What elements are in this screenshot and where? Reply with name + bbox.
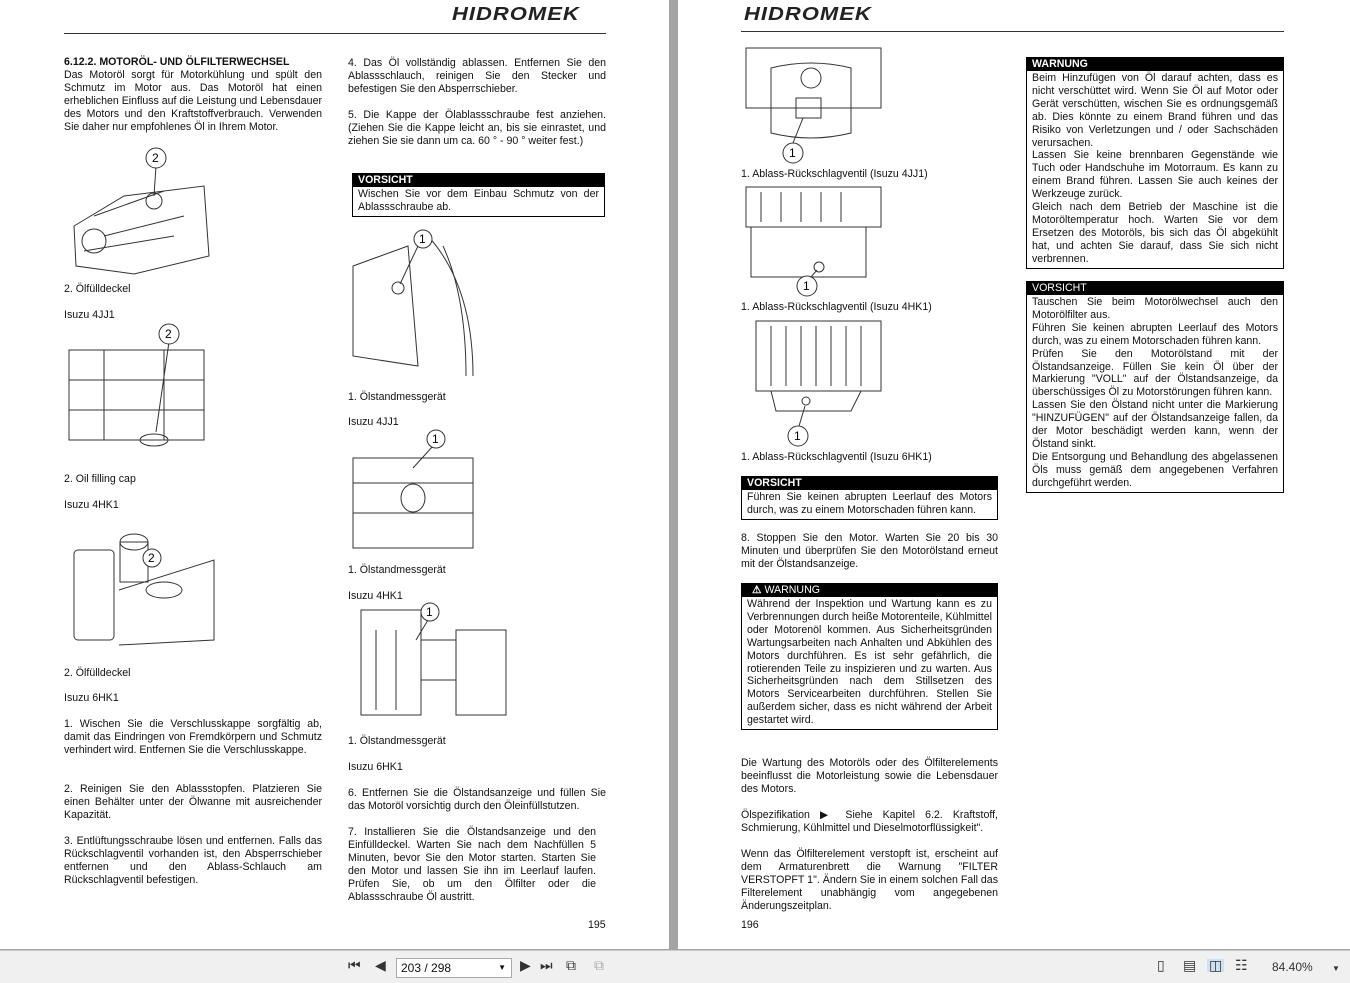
pdf-toolbar (0, 950, 1350, 983)
dipstick-figure-6hk1 (356, 600, 511, 720)
intro-paragraph: Das Motoröl sorgt für Motorkühlung und spült den Schmutz im Motor aus. Das Motoröl hat einen erheblichen Einfluss auf die Leistung und Lebensdauer des Motors und den Kraftstoffverbrauch. Verwenden Sie daher nur empfohlenes Öl in Ihrem Motor. (64, 69, 322, 133)
warning-text: Während der Inspektion und Wartung kann es zu Verbrennungen durch heiße Motorenteile, Kühlmittel oder Motorenöl kommen. Aus Sicherheitsgründen Wartungsarbeiten nach Anhalten und Abkühlen des Motors durchführen. Es ist sehr gefährlich, die rotierenden Teile zu inspizieren und zu warten. Aus Sicherheitsgründen nach dem Stillsetzen des Motors Servicearbeiten durchführen. Stellen Sie außerdem sicher, dass es nicht während der Arbeit gestartet wird. (747, 598, 992, 727)
figure-caption: 2. Ölfülldeckel (64, 667, 131, 679)
engine-figure-4hk1-fill-cap (64, 320, 212, 460)
svg-text:1: 1 (803, 279, 810, 293)
drain-valve-figure-6hk1 (741, 316, 886, 448)
step-1: 1. Wischen Sie die Verschlusskappe sorgfältig ab, damit das Eindringen von Fremdkörpern und Schmutz verhindert wird. Entfernen Sie die Verschlusskappe. (64, 718, 322, 756)
caution-title: VORSICHT (353, 174, 604, 187)
figure-model: Isuzu 4JJ1 (64, 309, 115, 321)
warning-box (1026, 57, 1284, 269)
step-7: 7. Installieren Sie die Ölstandsanzeige und den Einfülldeckel. Warten Sie nach dem Nachfüllen 5 Minuten, bevor Sie den Motor starten. Starten Sie den Motor und lassen Sie ihn im Leerlauf laufen. Prüfen Sie, ob um den Ölfilter oder die Ablassschraube Öl austritt. (348, 826, 596, 903)
figure-caption: 1. Ablass-Rückschlagventil (Isuzu 4HK1) (741, 301, 932, 313)
warning-title: WARNUNG (764, 584, 820, 596)
warning-triangle-icon: ⚠ (752, 584, 765, 596)
page-number: 196 (741, 919, 759, 931)
dipstick-figure-4jj1 (348, 226, 478, 376)
figure-caption: 2. Oil filling cap (64, 473, 136, 485)
pdf-page-196 (678, 0, 1350, 949)
facing-view-icon[interactable]: ◫ (1209, 957, 1223, 973)
next-view-icon[interactable]: ⧉ (594, 957, 604, 973)
figure-caption: 1. Ablass-Rückschlagventil (Isuzu 6HK1) (741, 451, 932, 463)
header-rule (64, 33, 606, 34)
dipstick-figure-4hk1 (348, 428, 478, 555)
page-number-field[interactable] (396, 958, 512, 978)
step-2: 2. Reinigen Sie den Ablassstopfen. Platzieren Sie einen Behälter unter der Ölwanne mit ausreichender Kapazität. (64, 783, 322, 821)
section-heading: 6.12.2. MOTORÖL- UND ÖLFILTERWECHSEL (64, 56, 290, 68)
last-page-button[interactable]: ⏭ (540, 957, 553, 973)
oil-spec-paragraph: Ölspezifikation ▶ Siehe Kapitel 6.2. Kraftstoff, Schmierung, Kühlmittel und Dieselmotorflüssigkeit". (741, 809, 998, 834)
caution-title: VORSICHT (1027, 282, 1283, 295)
caution-title: VORSICHT (742, 477, 997, 490)
hidromek-logo: HIDROMEK (452, 3, 580, 25)
previous-page-button[interactable]: ◀ (375, 957, 386, 973)
zoom-dropdown-icon[interactable]: ▼ (1332, 964, 1340, 973)
svg-text:1: 1 (789, 146, 796, 160)
hidromek-logo: HIDROMEK (744, 3, 872, 25)
step-6: 6. Entfernen Sie die Ölstandsanzeige und füllen Sie das Motoröl vorsichtig durch den Öleinfüllstutzen. (348, 787, 606, 812)
svg-text:1: 1 (432, 432, 439, 446)
filter-warning-paragraph: Wenn das Ölfilterelement verstopft ist, erscheint auf dem Armaturenbrett die Warnung "FILTER VERSTOPFT 1". Ändern Sie in einem solchen Fall das Filterelement unabhängig vom angegebenen Änderungszeitplan. (741, 848, 998, 912)
svg-text:1: 1 (426, 605, 433, 619)
page-number-value: 203 / 298 (401, 961, 452, 975)
figure-caption: 1. Ölstandmessgerät (348, 564, 446, 576)
step-3: 3. Entlüftungsschraube lösen und entfernen. Falls das Rückschlagventil vorhanden ist, den Absperrschieber entfernen und den Ablass-Schlauch am Rückschlagventil befestigen. (64, 835, 322, 886)
figure-model: Isuzu 6HK1 (64, 692, 119, 704)
callout-2: 2 (152, 151, 159, 165)
continuous-facing-view-icon[interactable]: ☷ (1235, 957, 1248, 973)
figure-model: Isuzu 4JJ1 (348, 416, 399, 428)
header-rule (741, 31, 1284, 32)
caution-box (1026, 281, 1284, 493)
figure-model: Isuzu 6HK1 (348, 761, 403, 773)
engine-figure-4jj1-fill-cap (64, 146, 212, 280)
warning-text: Beim Hinzufügen von Öl darauf achten, dass es nicht verschüttet wird. Wenn Sie Öl auf Motor oder Gerät verschütten, wischen Sie es ordnungsgemäß ab. Dies könnte zu einem Brand führen und das Risiko von Verletzungen und / oder Sachschäden verursachen. Lassen Sie keine brennbaren Gegenstände wie Tuch oder Handschuhe im Motorraum. Es kann zu einem Brand führen. Lassen Sie auch keines der Werkzeuge zurück. Gleich nach dem Betrieb der Maschine ist die Motoröltemperatur hoch. Warten Sie vor dem Ersetzen des Motoröls, bis sich das Öl abgekühlt hat, und achten Sie darauf, dass Sie sich nicht verbrennen. (1032, 72, 1278, 265)
page-number: 195 (588, 919, 606, 931)
continuous-view-icon[interactable]: ▤ (1183, 957, 1197, 973)
caution-text: Wischen Sie vor dem Einbau Schmutz von der Ablassschraube ab. (358, 188, 599, 213)
first-page-button[interactable]: ⏮ (348, 957, 361, 973)
caution-box (352, 173, 605, 217)
chevron-down-icon[interactable]: ▼ (498, 963, 506, 972)
caution-text: Tauschen Sie beim Motorölwechsel auch den Motorölfilter aus. Führen Sie keinen abrupten Leerlauf des Motors durch, was zu einem Motorschaden führen kann. Prüfen Sie den Motorölstand mit der Ölstandsanzeige. Füllen Sie kein Öl über der Markierung "VOLL" auf der Ölstandsanzeige, da überschüssiges Öl zu Motorstörungen führen kann. Lassen Sie den Ölstand nicht unter die Markierung "HINZUFÜGEN" auf der Ölstandsanzeige fallen, da der Motor beschädigt werden kann, wenn der Ölstand sinkt. Die Entsorgung und Behandlung des abgelassenen Öls muss gemäß dem angegebenen Verfahren durchgeführt werden. (1032, 296, 1278, 489)
drain-valve-figure-4hk1 (741, 182, 886, 297)
step-4: 4. Das Öl vollständig ablassen. Entfernen Sie den Ablassschlauch, reinigen Sie den Stecker und befestigen Sie den Absperrschieber. (348, 57, 606, 95)
caution-box (741, 476, 998, 520)
next-page-button[interactable]: ▶ (520, 957, 531, 973)
figure-model: Isuzu 4HK1 (64, 499, 119, 511)
maintenance-paragraph: Die Wartung des Motoröls oder des Ölfilterelements beeinflusst die Motorleistung sowie die Lebensdauer des Motors. (741, 757, 998, 795)
step-8: 8. Stoppen Sie den Motor. Warten Sie 20 bis 30 Minuten und überprüfen Sie den Motorölstand erneut mit der Ölstandsanzeige. (741, 532, 998, 570)
figure-caption: 1. Ölstandmessgerät (348, 391, 446, 403)
svg-text:2: 2 (148, 551, 155, 565)
svg-text:1: 1 (419, 232, 426, 246)
figure-caption: 2. Ölfülldeckel (64, 283, 131, 295)
step-5: 5. Die Kappe der Ölablassschraube fest anziehen. (Ziehen Sie die Kappe leicht an, bis sie einrastet, und ziehen Sie sie dann um ca. 60 ° - 90 ° weiter fest.) (348, 109, 606, 147)
engine-figure-6hk1-fill-cap (64, 520, 222, 655)
svg-text:1: 1 (794, 429, 801, 443)
caution-text: Führen Sie keinen abrupten Leerlauf des Motors durch, was zu einem Motorschaden führen kann. (747, 491, 992, 516)
warning-box (741, 583, 998, 730)
single-page-view-icon[interactable]: ▯ (1157, 957, 1165, 973)
drain-valve-figure-4jj1 (741, 38, 886, 166)
warning-title: WARNUNG (1027, 58, 1283, 71)
zoom-level[interactable]: 84.40% (1272, 960, 1313, 974)
figure-model: Isuzu 4HK1 (348, 590, 403, 602)
previous-view-icon[interactable]: ⧉ (566, 957, 576, 973)
svg-text:2: 2 (165, 327, 172, 341)
figure-caption: 1. Ölstandmessgerät (348, 735, 446, 747)
pdf-page-195 (0, 0, 669, 949)
figure-caption: 1. Ablass-Rückschlagventil (Isuzu 4JJ1) (741, 168, 928, 180)
